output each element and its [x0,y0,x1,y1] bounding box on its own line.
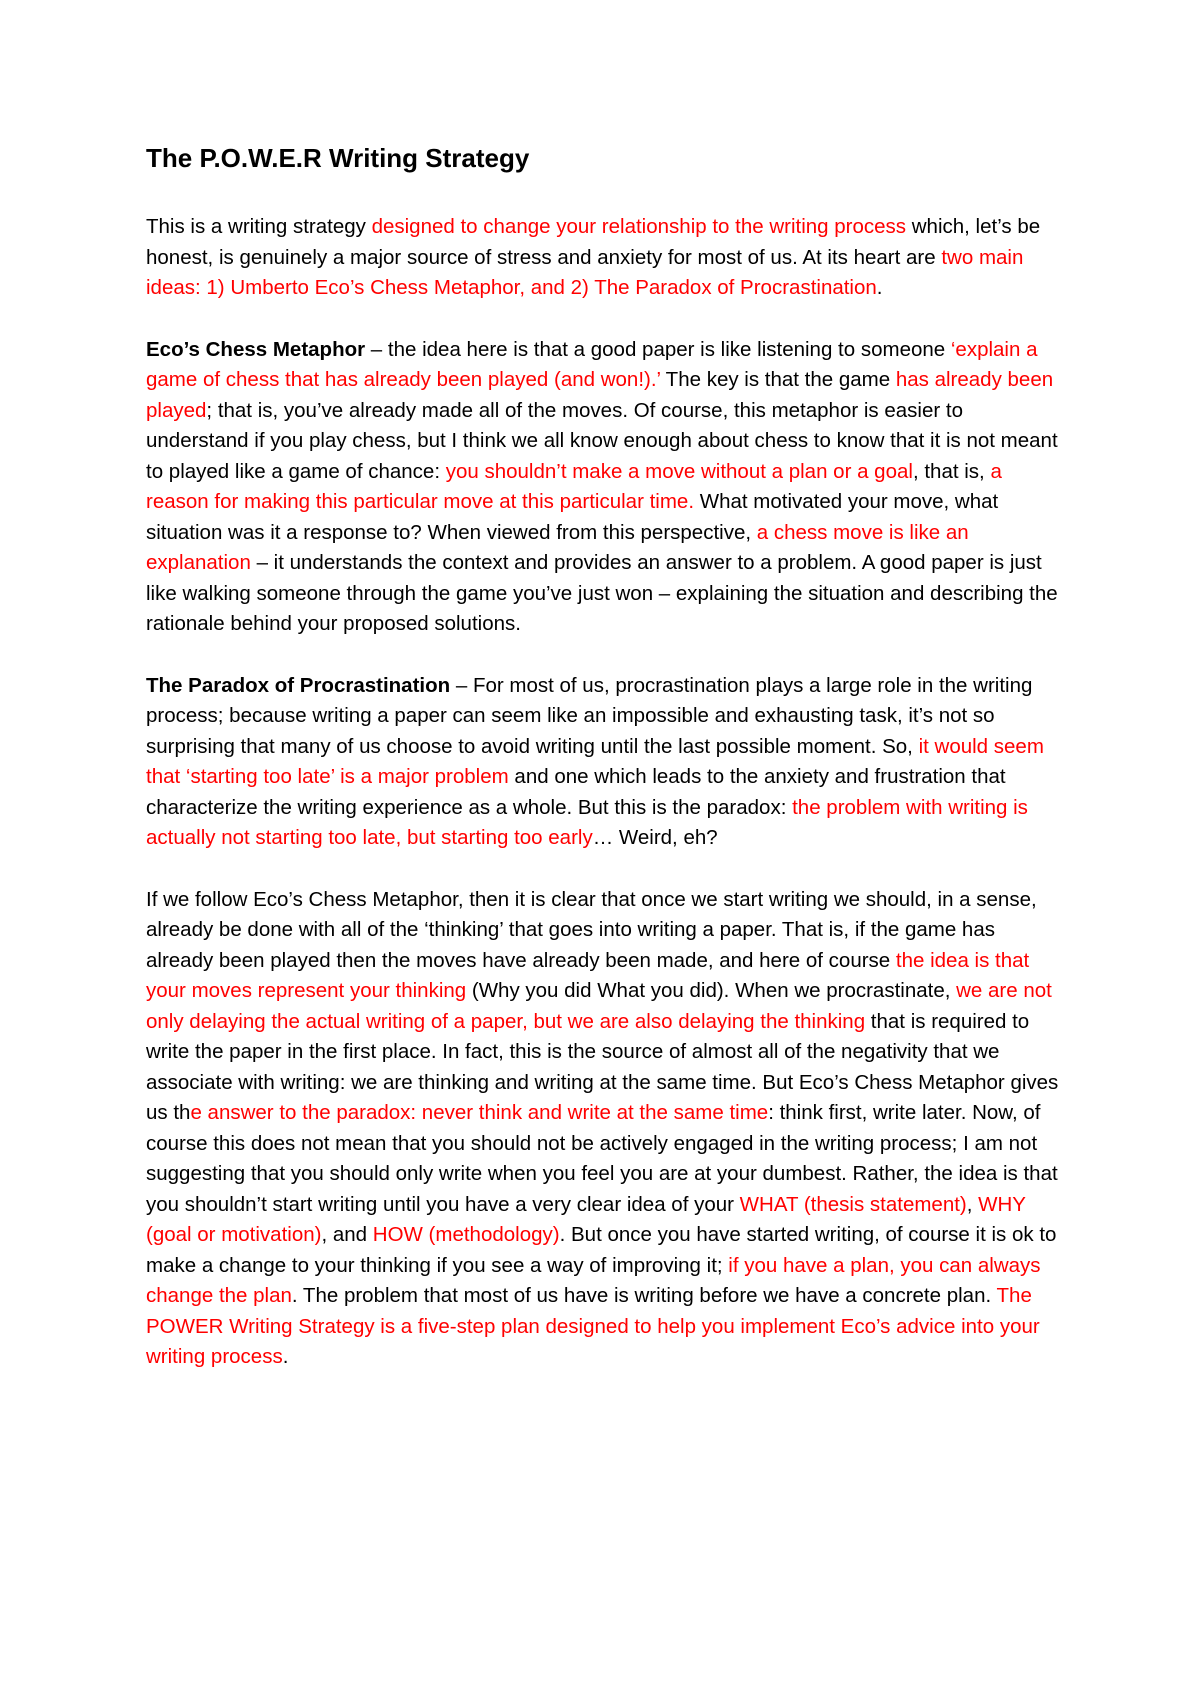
section-heading: Eco’s Chess Metaphor [146,337,366,361]
text-run: , and [321,1223,373,1246]
text-run: This is a writing strategy [146,215,372,238]
text-run: . But once you have started writing, of course it is ok to make a change to your thinking if you see a way of improving it; [146,1223,1057,1277]
document-body [146,138,1066,1404]
highlighted-text: designed to change your relationship to the writing process [371,215,907,238]
paragraph-conclusion [146,885,1066,1373]
highlighted-text: two main ideas: 1) Umberto Eco’s Chess Metaphor, and 2) The Paradox of Procrastination [146,245,1024,299]
text-run: , [966,1192,979,1216]
text-run: which, let’s be honest, is genuinely a major source of stress and anxiety for most of us. At its heart are [146,215,1041,269]
text-run: What motivated your move, what situation was it a response to? When viewed from this perspective, [146,490,999,544]
paragraph-intro [146,212,1066,304]
highlighted-text: e answer to the paradox: never think and write at the same time [190,1101,769,1124]
highlighted-text: WHY (goal or motivation) [146,1192,1026,1246]
text-run: : think first, write later. Now, of course this does not mean that you should not be actively engaged in the writing process; I am not suggesting that you should only write when you feel you are at your dumbest. Rather, the idea is that you shouldn’t start writing until you have a very clear idea of your [146,1101,1058,1216]
text-run: and one which leads to the anxiety and frustration that characterize the writing experience as a whole. But this is the paradox: [146,765,1006,819]
highlighted-text: it would seem that ‘starting too late’ is a major problem [146,734,1044,788]
highlighted-text: you shouldn’t make a move without a plan or a goal [445,459,913,483]
text-run: , that is, [912,459,991,483]
text-run: ; that is, you’ve already made all of the moves. Of course, this metaphor is easier to understand if you play chess, but I think we all know enough about chess to know that it is not meant to played like a game of chance: [146,398,1058,483]
text-run: that is required to write the paper in the first place. In fact, this is the source of almost all of the negativity that we associate with writing: we are thinking and writing at the same time. But Eco’s Chess Metaphor gives us th [146,1009,1059,1124]
text-run: (Why you did What you did). When we procrastinate, [466,979,957,1002]
highlighted-text: The POWER Writing Strategy is a five-step plan designed to help you implement Eco’s advice into your writing process [146,1284,1040,1368]
paragraph-chess-metaphor [146,335,1066,640]
highlighted-text: the idea is that your moves represent your thinking [146,948,1030,1002]
document-title: The P.O.W.E.R Writing Strategy [146,143,530,173]
section-heading: The Paradox of Procrastination [146,673,451,697]
highlighted-text: ‘explain a game of chess that has already been played (and won!).’ [146,337,1038,391]
highlighted-text: a reason for making this particular move at this particular time. [146,459,1002,513]
text-run: … Weird, eh? [592,826,718,849]
highlighted-text: a chess move is like an explanation [146,520,969,574]
text-run: . The problem that most of us have is writing before we have a concrete plan. [291,1284,997,1307]
text-run: – For most of us, procrastination plays a large role in the writing process; because writing a paper can seem like an impossible and exhausting task, it’s not so surprising that many of us choose to avoid writing until the last possible moment. So, [146,673,1033,758]
highlighted-text: the problem with writing is actually not starting too late, but starting too early [146,795,1028,849]
text-run: . [876,276,883,299]
highlighted-text: if you have a plan, you can always change the plan [146,1253,1041,1307]
highlighted-text: HOW (methodology) [372,1223,560,1246]
highlighted-text: we are not only delaying the actual writing of a paper, but we are also delaying the thinking [146,979,1052,1033]
highlighted-text: has already been played [146,368,1054,422]
text-run: – the idea here is that a good paper is like listening to someone [365,337,951,361]
text-run: – it understands the context and provides an answer to a problem. A good paper is just like walking someone through the game you’ve just won – explaining the situation and describing the rationale behind your proposed solutions. [146,551,1058,635]
text-run: The key is that the game [660,368,896,391]
highlighted-text: WHAT (thesis statement) [739,1192,967,1216]
paragraph-procrastination [146,671,1066,854]
text-run: If we follow Eco’s Chess Metaphor, then it is clear that once we start writing we should, in a sense, already be done with all of the ‘thinking’ that goes into writing a paper. That is, if the game has already been played then the moves have already been made, and here of course [146,887,1037,972]
text-run: . [282,1345,289,1368]
